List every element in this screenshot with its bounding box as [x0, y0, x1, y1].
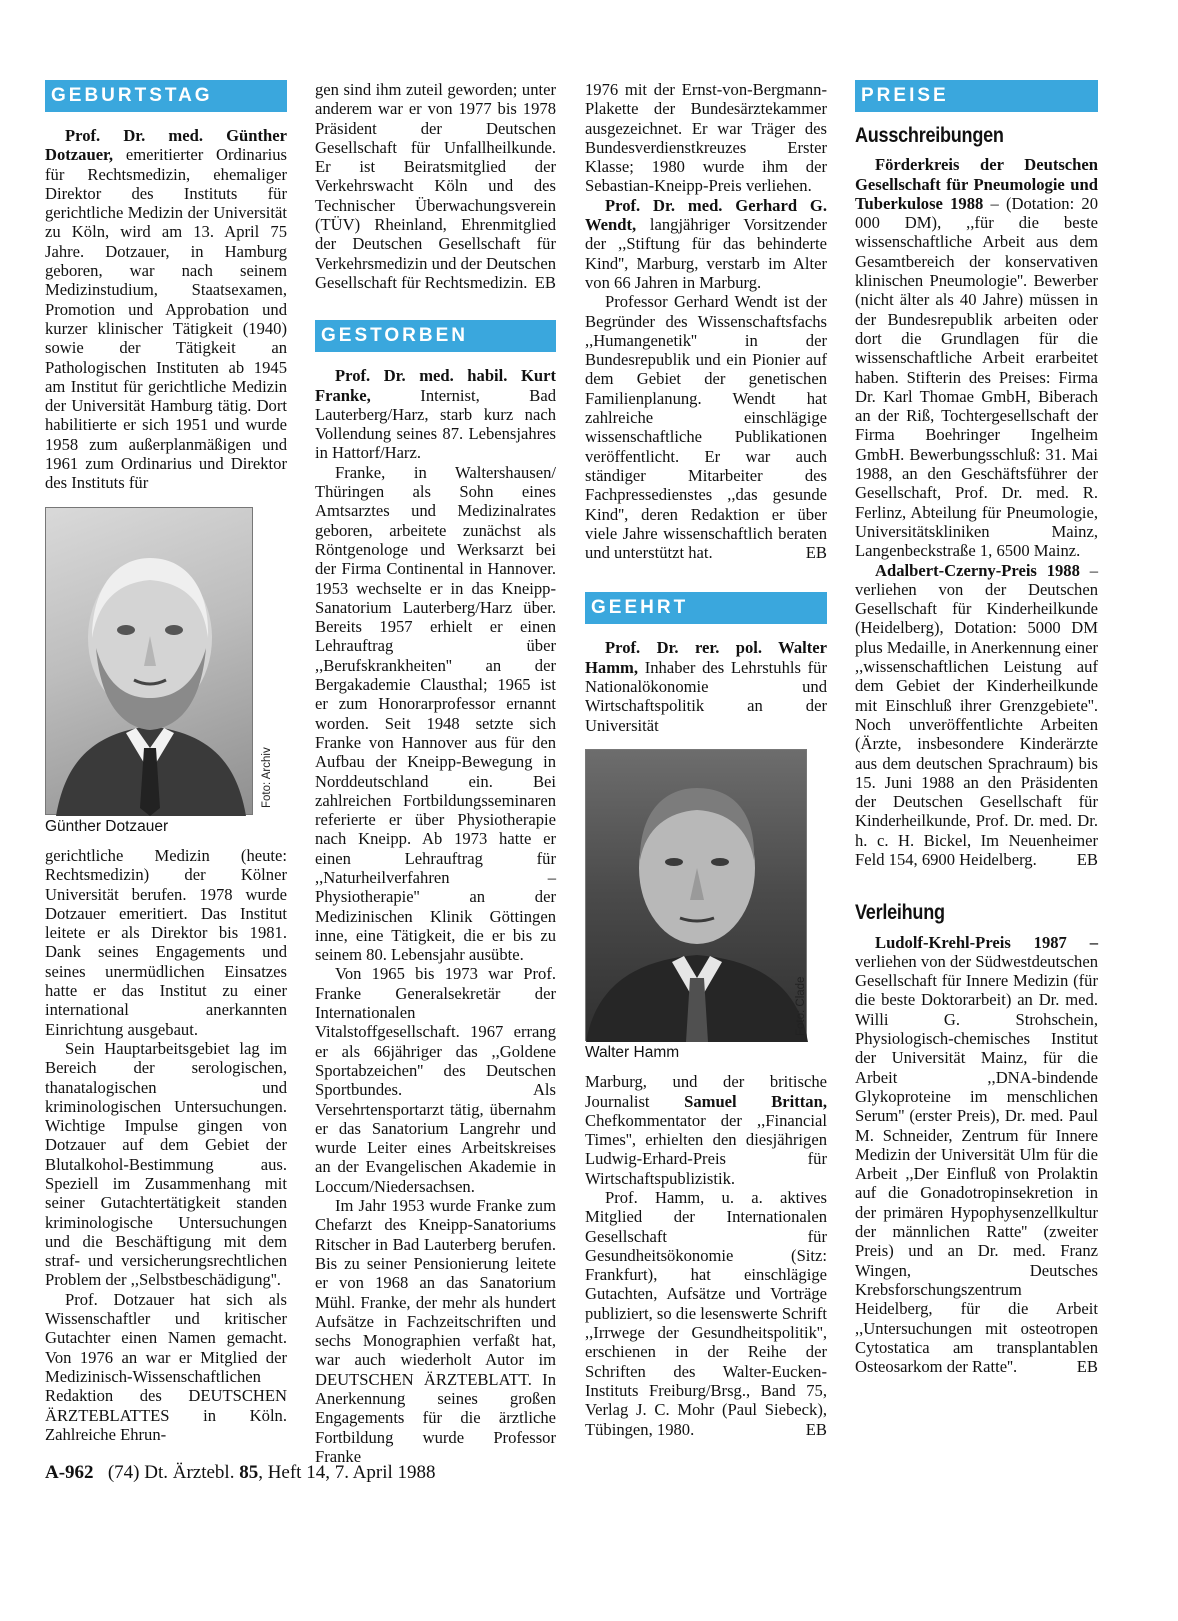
paragraph	[585, 196, 827, 292]
author-signature: EB	[805, 1419, 827, 1439]
person-name: Prof. Dr. med. Gerhard G. Wendt,	[585, 195, 827, 235]
person-name: Prof. Dr. rer. pol. Walter Hamm,	[585, 638, 827, 677]
paragraph	[855, 933, 1098, 1377]
paragraph-text: langjähriger Vorsitzender der ,,Stiftung für das behinderte Kind'', Marburg, verstarb im Alter von 66 Jahren in Marburg.	[585, 215, 827, 292]
paragraph-text: Chefkommentator der ,,Financial Times'', erhielten den diesjährigen Ludwig-Erhard-Preis für Wirtschaftspublizistik.	[585, 1110, 827, 1188]
paragraph	[585, 292, 827, 562]
paragraph-text: – (Dotation: 20 000 DM), ,,für die beste wissenschaftliche Arbeit aus dem Gesamtbereich der konservativen klinischen Pneumologie''. Bewerber (nicht älter als 40 Jahre) müssen in der Bundesrepublik arbeiten oder dort die Grundlagen für die wissenschaftliche Arbeit erarbeitet haben. Stifterin des Preises: Firma Dr. Karl Thomae GmbH, Biberach an der Riß, Tochtergesellschaft der Firma Boehringer Ingelheim GmbH. Bewerbungsschluß: 31. Mai 1988, an den Geschäftsführer der Gesellschaft, Prof. Dr. med. R. Ferlinz, Abteilung für Pneumologie, Universitätskliniken Mainz, Langenbeckstraße 1, 6500 Mainz.	[855, 193, 1098, 561]
section-banner-geehrt: GEEHRT	[585, 592, 827, 624]
paragraph	[855, 155, 1098, 560]
paragraph-text: Marburg, und der britische Journalist	[585, 1072, 827, 1111]
person-name: Prof. Dr. med. habil. Kurt Franke,	[315, 366, 556, 405]
column-1	[45, 80, 287, 1444]
subheading-verleihung: Verleihung	[855, 901, 945, 925]
column-3	[585, 80, 827, 1439]
paragraph-text: verliehen von der Südwestdeutschen Gesellschaft für Innere Medizin (für die beste Doktorarbeit) an Dr. med. Willi G. Strohschein, Physiologisch-chemisches Institut der Universität Mainz, für die Arbeit ,,DNA-bindende Glykoproteine im menschlichen Serum'' (erster Preis), Dr. med. Paul M. Schneider, Zentrum für Innere Medizin der Universität Ulm für die Arbeit ,,Der Einfluß von Prolaktin auf die Gonadotropinsekretion in der primären Hypophysenzellkultur der männlichen Ratte'' (zweiter Preis) und an Dr. med. Franz Wingen, Deutsches Krebsforschungszentrum Heidelberg, für die Arbeit ,,Untersuchungen mit osteotropen Cytostatica am transplantablen Osteosarkom der Ratte''.	[855, 951, 1098, 1377]
paragraph	[315, 80, 556, 292]
person-name: Prof. Dr. med. Günther Dotzauer,	[45, 126, 287, 165]
column-2	[315, 80, 556, 1466]
paragraph: 1976 mit der Ernst-von-Bergmann-Plakette der Bundesärztekammer ausgezeichnet. Er war Träger des Bundesverdienstkreuzes Erster Klasse; 1980 wurde ihm der Sebastian-Kneipp-Preis verliehen.	[585, 80, 827, 196]
prize-name: Ludolf-Krehl-Preis 1987 –	[875, 932, 1098, 952]
paragraph	[45, 126, 287, 493]
paragraph-text: gen sind ihm zuteil geworden; unter anderem war er von 1977 bis 1978 Präsident der Deutschen Gesellschaft für Unfallheilkunde. Er ist Beiratsmitglied der Verkehrswacht Köln und des Technischer Überwachungsverein (TÜV) Rheinland, Ehrenmitglied der Deutschen Gesellschaft für Verkehrsmedizin und der Deutschen Gesellschaft für Rechtsmedizin.	[315, 80, 556, 292]
paragraph	[315, 366, 556, 462]
portrait-illustration	[46, 508, 254, 816]
page-number: A-962	[45, 1462, 94, 1483]
paragraph: gerichtliche Medizin (heute: Rechtsmedizin) der Kölner Universität berufen. 1978 wurde Dotzauer emeritiert. Das Institut leitete er als Direktor bis 1981. Dank seines Engagements und seines unermüdlichen Einsatzes hatte er das Institut zu einer international anerkannten Einrichtung ausgebaut.	[45, 845, 287, 1039]
subheading-ausschreibungen: Ausschreibungen	[855, 124, 1004, 147]
photo-caption: Günther Dotzauer	[45, 817, 169, 835]
page-footer	[45, 1462, 436, 1484]
photo-credit: Foto: Archiv	[261, 746, 273, 808]
paragraph	[585, 1188, 827, 1439]
paragraph: Von 1965 bis 1973 war Prof. Franke Generalsekretär der Internationalen Vitalstoffgesellschaft. 1967 errang er als 66jähriger das ,,Goldene Sportabzeichen'' des Deutschen Sportbundes. Als Versehrtensportarzt tätig, übernahm er das Sanatorium Langrehr und wurde Leiter eines Arbeitskreises an der Evangelischen Akademie in Loccum/Niedersachsen.	[315, 964, 556, 1196]
journal-reference: (74) Dt. Ärztebl.	[107, 1462, 235, 1483]
paragraph-text: Prof. Hamm, u. a. aktives Mitglied der Internationalen Gesellschaft für Gesundheitsökonomie (Sitz: Frankfurt), hat einschlägige Gutachten, Aufsätze und Vorträge publiziert, so die lesenswerte Schrift ,,Irrwege der Gesundheitspolitik'', erschienen in der Reihe der Schriften des Walter-Eucken-Instituts Freiburg/Brsg., Band 75, Verlag J. C. Mohr (Paul Siebeck), Tübingen, 1980.	[585, 1187, 827, 1439]
portrait-illustration	[586, 750, 808, 1042]
author-signature: EB	[1076, 1357, 1098, 1377]
paragraph: Prof. Dotzauer hat sich als Wissenschaftler und kritischer Gutachter einen Namen gemacht. Von 1976 an war er Mitglied der Medizinisch-Wissenschaftlichen Redaktion des DEUTSCHEN ÄRZTEBLATTES in Köln. Zahlreiche Ehrun-	[45, 1289, 287, 1444]
photo-caption: Walter Hamm	[585, 1043, 680, 1061]
paragraph: Im Jahr 1953 wurde Franke zum Chefarzt des Kneipp-Sanatoriums Ritscher in Bad Lauterberg berufen. Bis zu seiner Pensionierung leitete er von 1968 an das Sanatorium Mühl. Franke, der mehr als hundert Aufsätze in Fachzeitschriften und sechs Monographien verfaßt hat, war auch wiederholt Autor im DEUTSCHEN ÄRZTEBLATT. In Anerkennung seines großen Engagements für die ärztliche Fortbildung wurde Professor Franke	[315, 1196, 556, 1466]
paragraph	[585, 1072, 827, 1188]
paragraph: Franke, in Waltershausen/ Thüringen als Sohn eines Amtsarztes und Medizinalrates geboren, arbeitete zunächst als Röntgenologe und Werksarzt bei der Firma Continental in Hannover. 1953 wechselte er in das Kneipp-Sanatorium Lauterberg/Harz über. Bereits 1957 erhielt er einen Lehrauftrag über ,,Berufskrankheiten'' an der Bergakademie Clausthal; 1965 ist er zum Honorarprofessor ernannt worden. Seit 1948 setzte sich Franke von Hannover aus für den Aufbau der Kneipp-Bewegung in Norddeutschland ein. Bei zahlreichen Fortbildungsseminaren referierte er über Physiotherapie nach Kneipp. Ab 1973 hatte er einen Lehrauftrag für ,,Naturheilverfahren – Physiotherapie'' an der Medizinischen Klinik Göttingen inne, eine Tätigkeit, die er bis zu seinem 80. Lebensjahr ausübte.	[315, 462, 556, 965]
portrait-photo-hamm	[585, 749, 807, 1041]
person-name: Samuel Brittan,	[684, 1091, 827, 1111]
journal-volume: 85	[239, 1462, 259, 1483]
column-4	[855, 80, 1098, 1376]
prize-name: Adalbert-Czerny-Preis 1988	[875, 560, 1080, 580]
author-signature: EB	[1076, 849, 1098, 869]
paragraph	[585, 638, 827, 734]
paragraph: Sein Hauptarbeitsgebiet lag im Bereich der serologischen, thanatalogischen und kriminologischen Untersuchungen. Wichtige Impulse gingen von Dotzauer auf dem Gebiet der Blutalkohol-Bestimmung aus. Speziell im Zusammenhang mit seiner Gutachtertätigkeit standen kriminologische Untersuchungen und die Beschäftigung mit dem straf- und versicherungsrechtlichen Problem der ,,Selbstbeschädigung''.	[45, 1038, 287, 1290]
section-banner-preise: PREISE	[855, 80, 1098, 112]
paragraph	[855, 561, 1098, 870]
journal-issue: , Heft 14, 7. April 1988	[258, 1462, 436, 1483]
paragraph-text: Professor Gerhard Wendt ist der Begründer des Wissenschaftsfachs ,,Humangenetik'' in der Bundesrepublik und ein Pionier auf dem Gebiet der genetischen Familienplanung. Wendt hat zahlreiche einschlägige wissenschaftliche Publikationen veröffentlicht. Er war auch ständiger Mitarbeiter des Fachpressedienstes ,,das gesunde Kind'', deren Redaktion er über viele Jahre wissenschaftlich beraten und unterstützt hat.	[585, 292, 827, 563]
section-banner-geburtstag: GEBURTSTAG	[45, 80, 287, 112]
section-banner-gestorben: GESTORBEN	[315, 320, 556, 352]
author-signature: EB	[805, 543, 827, 563]
paragraph-text: emeritierter Ordinarius für Rechtsmedizin, ehemaliger Direktor des Instituts für gerichtliche Medizin der Universität zu Köln, wird am 13. April 75 Jahre. Dotzauer, in Hamburg geboren, war nach seinem Medizinstudium, Staatsexamen, Promotion und Approbation und kurzer klinischer Tätigkeit (1940) sowie der Tätigkeit an Pathologischen Instituten ab 1945 am Institut für gerichtliche Medizin der Universität Hamburg tätig. Dort habilitierte er sich 1951 und wurde 1958 zum außerplanmäßigen und 1961 zum Ordinarius und Direktor des Instituts für	[45, 145, 287, 493]
author-signature: EB	[534, 272, 556, 292]
paragraph-text: Inhaber des Lehrstuhls für Nationalökonomie und Wirtschaftspolitik an der Universität	[585, 657, 827, 735]
paragraph-text: – verliehen von der Deutschen Gesellschaft für Kinderheilkunde (Heidelberg), Dotation: 5000 DM plus Medaille, in Anerkennung einer ,,wissenschaftlichen Leistung auf dem Gebiet der Kinderheilkunde mit Einschluß ihrer Grenzgebiete''. Noch unveröffentlichte Arbeiten (Ärzte, insbesondere Kinderärzte aus dem deutschen Sprachraum) bis 15. Juni 1988 an den Präsidenten der Deutschen Gesellschaft für Kinderheilkunde, Prof. Dr. med. Dr. h. c. H. Bickel, Im Neuenheimer Feld 154, 6900 Heidelberg.	[855, 560, 1098, 869]
paragraph-text: Internist, Bad Lauterberg/Harz, starb kurz nach Vollendung seines 87. Lebensjahres in Hattorf/Harz.	[315, 385, 556, 463]
portrait-photo-dotzauer	[45, 507, 273, 815]
photo-credit: Foto: Clade	[795, 976, 807, 1036]
prize-name: Förderkreis der Deutschen Gesellschaft für Pneumologie und Tuberkulose 1988	[855, 155, 1098, 213]
